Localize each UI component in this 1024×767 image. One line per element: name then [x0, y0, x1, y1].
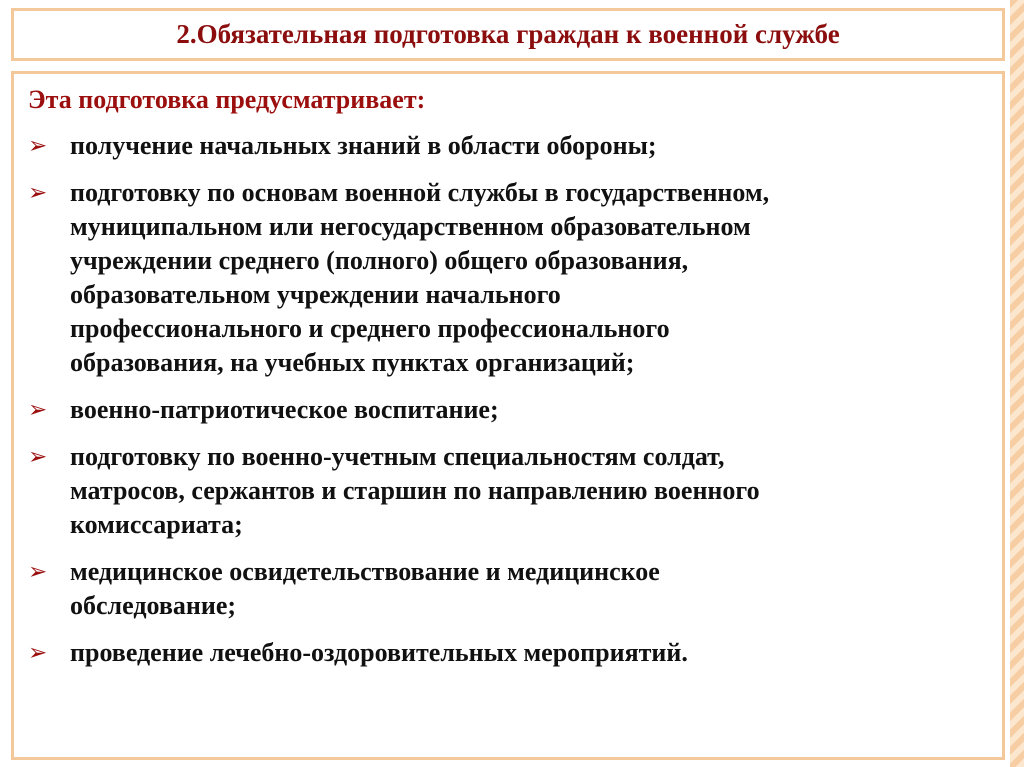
decorative-stripes [1010, 0, 1024, 767]
arrow-bullet-icon: ➢ [28, 640, 48, 666]
arrow-bullet-icon: ➢ [28, 133, 48, 159]
bullet-list [28, 129, 993, 683]
list-item [28, 636, 993, 670]
list-item [28, 129, 993, 163]
arrow-bullet-icon: ➢ [28, 180, 48, 206]
arrow-bullet-icon: ➢ [28, 397, 48, 423]
list-item [28, 176, 993, 380]
arrow-bullet-icon: ➢ [28, 559, 48, 585]
list-item [28, 440, 993, 542]
intro-text: Эта подготовка предусматривает: [28, 85, 426, 114]
list-item [28, 555, 993, 623]
title-box [11, 8, 1005, 61]
slide-title: 2.Обязательная подготовка граждан к военной службе [176, 19, 840, 49]
list-item-text: подготовку по основам военной службы в государственном, муниципальном или негосударственном образовательном учреждении среднего (полного) общего образования, образовательном учреждении начального профессионального и среднего профессионального образования, на учебных пунктах организаций; [70, 178, 770, 377]
list-item-text: получение начальных знаний в области обороны; [70, 131, 657, 160]
list-item-text: медицинское освидетельствование и медицинское обследование; [70, 557, 660, 620]
list-item-text: подготовку по военно-учетным специальностям солдат, матросов, сержантов и старшин по направлению военного комиссариата; [70, 442, 760, 539]
arrow-bullet-icon: ➢ [28, 444, 48, 470]
list-item-text: проведение лечебно-оздоровительных мероприятий. [70, 638, 688, 667]
list-item [28, 393, 993, 427]
list-item-text: военно-патриотическое воспитание; [70, 395, 499, 424]
